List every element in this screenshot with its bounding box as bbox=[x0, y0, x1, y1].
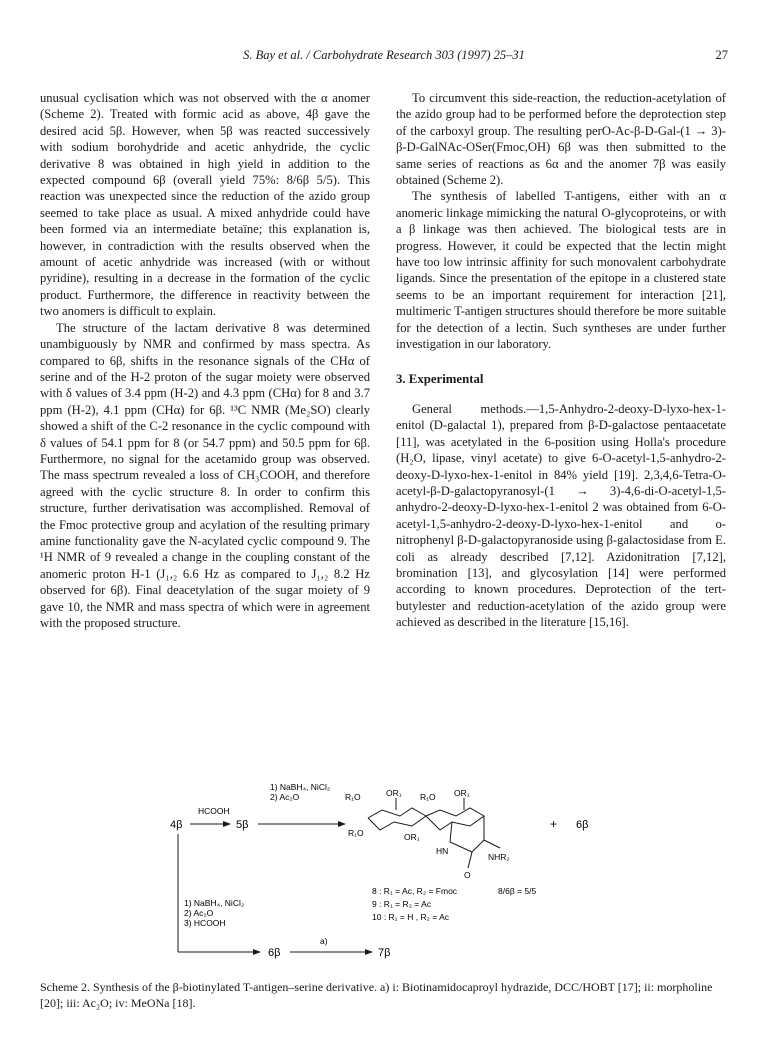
scheme-bottom-reagent-a: a) bbox=[320, 936, 328, 946]
right-column bbox=[396, 90, 726, 631]
scheme-acid-5b: 5β bbox=[236, 819, 249, 831]
scheme-top-reagent-2: 2) Ac₂O bbox=[270, 792, 300, 802]
legend-compound-9: 9 : R₁ = R₂ = Ac bbox=[372, 899, 432, 909]
experimental-paragraph: General methods.—1,5-Anhydro-2-deoxy-D-lyxo-hex-1-enitol (D-galactal 1), prepared from β-D-galactose pentaacetate [11], was acetylated in the 6-position using Holla's procedure (H₂O, lipase, vinyl acetate) to give 6-O-acetyl-1,5-anhydro-2-deoxy-D-lyxo-hex-1-enitol in 84% yield [19]. 2,3,4,6-Tetra-O-acetyl-β-D-galactopyranosyl-(1 → 3)-4,6-di-O-acetyl-1,5-anhydro-2-deoxy-D-lyxo-hex-1-enitol 2 was obtained from 6-O-acetyl-1,5-anhydro-2-deoxy-D-lyxo-hex-1-enitol and o-nitrophenyl β-D-galactopyranoside using β-galactosidase from E. coli as already described [7,12]. Azidonitration [7,12], bromination [13], and glycosylation [14] were performed according to known procedures. Deprotection of the tert-butylester and reduction-acetylation of the azido group were achieved as described in the literature [15,16]. bbox=[396, 401, 726, 630]
legend-compound-8: 8 : R₁ = Ac, R₂ = Fmoc bbox=[372, 886, 458, 896]
left-paragraph-2: The structure of the lactam derivative 8 was determined unambiguously by NMR and confirmed by mass spectra. As compared to 6β, shifts in the resonance signals of the CHα of serine and of the H-2 proton of the sugar moiety were observed with δ values of 3.4 ppm (H-2) and 4.3 ppm (CHα) for 8 and 3.7 ppm (H-2), 4.1 ppm (CHα) for 6β. ¹³C NMR (Me₂SO) clearly showed a shift of the C-2 resonance in the cyclic compound with δ values of 54.1 ppm for 8 (or 54.7 ppm) and 50.5 ppm for 6β. Furthermore, no signal for the acetamido group was observed. The mass spectrum revealed a loss of CH₃COOH, and therefore agreed with the cyclic structure 8. In order to confirm this structure, further derivatisation was accomplished. Removal of the Fmoc protective group and acylation of the resulting primary amine functionality gave the N-acylated cyclic compound 9. The ¹H NMR of 9 revealed a change in the coupling constant of the anomeric proton H-1 (J₁,₂ 6.6 Hz as compared to J₁,₂ 8.2 Hz observed for 6β). Final deacetylation of the sugar moiety of 9 gave 10, the NMR and mass spectra of which were in agreement with the proposed structure. bbox=[40, 320, 370, 630]
scheme-start-4b: 4β bbox=[170, 819, 183, 831]
scheme-product-6b: 6β bbox=[576, 819, 589, 831]
left-column bbox=[40, 90, 370, 631]
page-number: 27 bbox=[715, 48, 728, 62]
scheme-caption: Scheme 2. Synthesis of the β-biotinylated T-antigen–serine derivative. a) i: Biotinamidocaproyl hydrazide, DCC/HOBT [17]; ii: morpholine [20]; iii: Ac₂O; iv: MeONa [18]. bbox=[40, 980, 713, 1010]
side-reagent-2: 2) Ac₂O bbox=[184, 908, 214, 918]
scheme-bottom-7b: 7β bbox=[378, 947, 391, 959]
page-header bbox=[40, 48, 728, 68]
struct-or1-c: OR₁ bbox=[404, 832, 420, 842]
struct-r1o-c: R₁O bbox=[348, 828, 364, 838]
left-paragraph-1: unusual cyclisation which was not observed with the α anomer (Scheme 2). Treated with formic acid as above, 4β gave the desired acid 5β. However, when 5β was reacted successively with sodium borohydride and acetic anhydride, the cyclic derivative 8 was obtained in high yield in addition to the expected compound 6β (overall yield 75%: 8/6β 5/5). This reaction was unexpected since the reduction of the azido group seemed to take place as usual. A mixed anhydride could have been formed via an intermediate betaïne; this explanation is, however, in contradiction with the results observed when the amount of acetic anhydride was increased (with or without pyridine), resulting in a decrease in the formation of the cyclic product. Furthermore, the difference in reactivity between the two anomers is difficult to explain. bbox=[40, 91, 370, 319]
right-paragraph-2: The synthesis of labelled T-antigens, either with an α anomeric linkage mimicking the natural O-glycoproteins, or with a β linkage was then achieved. The biological tests are in progress. However, it could be expected that the lectin might have too low intrinsic affinity for such monovalent carbohydrate ligands. Since the presentation of the epitope in a clustered state seems to be an important requirement for interaction [21], multimeric T-antigen structures should therefore be more suitable for the detection of a lectin. Such syntheses are under further investigation in our laboratory. bbox=[396, 189, 726, 352]
right-paragraph-1: To circumvent this side-reaction, the reduction-acetylation of the azido group had to be performed before the deprotection step of the carboxyl group. The resulting perO-Ac-β-D-Gal-(1 → 3)-β-D-GalNAc-OSer(Fmoc,OH) 6β was then submitted to the same series of reactions as 6α and the anomer 7β was easily obtained (Scheme 2). bbox=[396, 91, 726, 188]
lactam-structure bbox=[368, 798, 500, 868]
struct-nhr2: NHR₂ bbox=[488, 852, 510, 862]
running-head: S. Bay et al. / Carbohydrate Research 303 (1997) 25–31 bbox=[243, 48, 525, 62]
side-reagent-1: 1) NaBH₄, NiCl₂ bbox=[184, 898, 245, 908]
scheme-bottom-6b: 6β bbox=[268, 947, 281, 959]
section-heading-experimental: 3. Experimental bbox=[396, 371, 484, 386]
struct-or1-a: OR₁ bbox=[386, 788, 402, 798]
struct-o: O bbox=[464, 870, 471, 880]
scheme-top-reagent-1: 1) NaBH₄, NiCl₂ bbox=[270, 782, 331, 792]
struct-r1o-b: R₁O bbox=[420, 792, 436, 802]
struct-hn: HN bbox=[436, 846, 449, 856]
legend-compound-10: 10 : R₁ = H , R₂ = Ac bbox=[372, 912, 450, 922]
scheme-2-figure bbox=[150, 756, 640, 966]
scheme-plus: + bbox=[550, 817, 558, 831]
struct-r1o-a: R₁O bbox=[345, 792, 361, 802]
scheme-reagent-hcooh: HCOOH bbox=[198, 806, 230, 816]
scheme-2-drawing bbox=[150, 756, 640, 966]
struct-or1-b: OR₁ bbox=[454, 788, 470, 798]
side-reagent-3: 3) HCOOH bbox=[184, 918, 226, 928]
legend-ratio: 8/6β = 5/5 bbox=[498, 886, 537, 896]
